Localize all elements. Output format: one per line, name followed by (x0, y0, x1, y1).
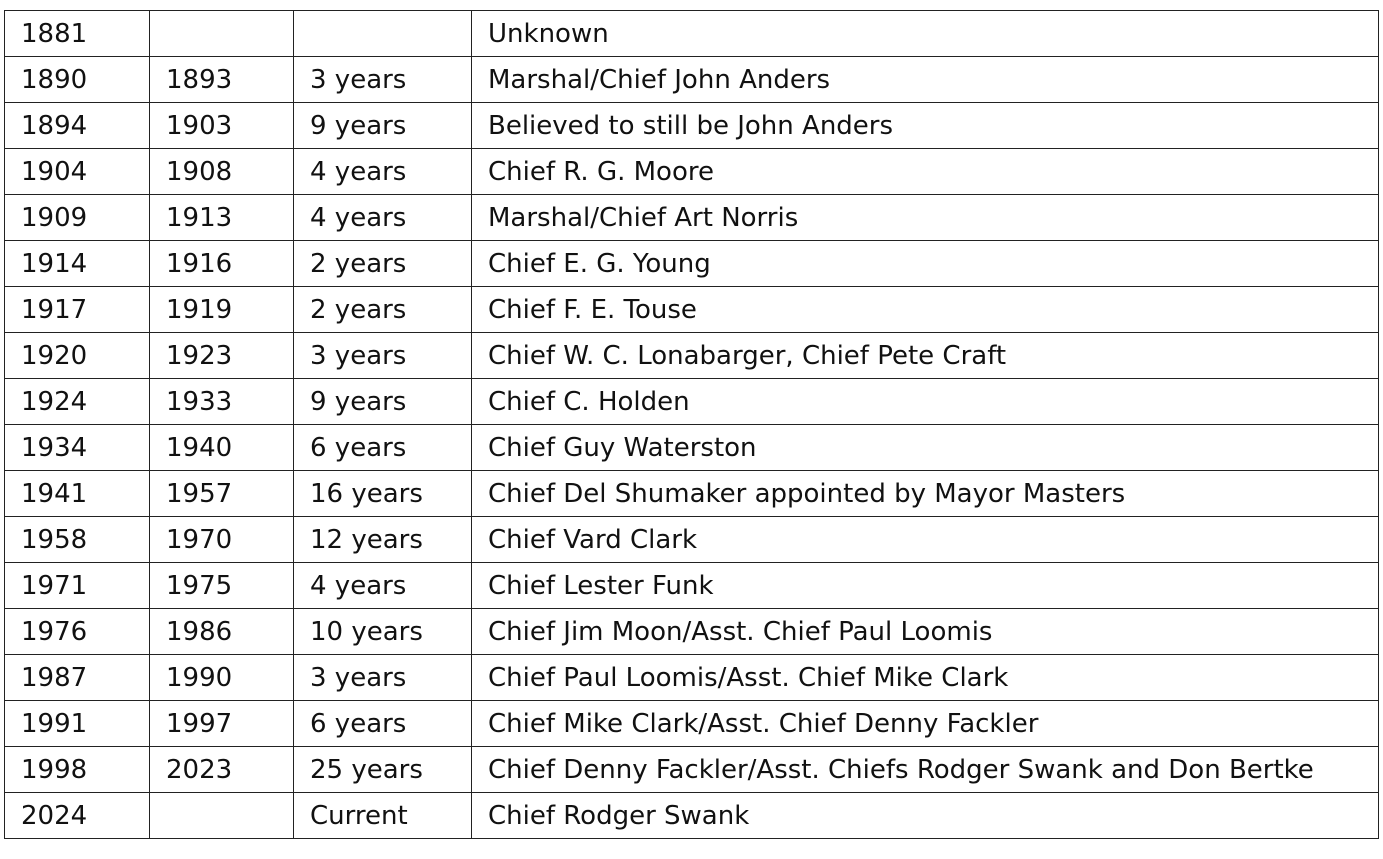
duration-cell: 3 years (294, 57, 472, 103)
table-row (5, 241, 1379, 287)
end-year-cell: 1975 (150, 563, 294, 609)
end-year-cell: 1916 (150, 241, 294, 287)
start-year-cell: 1894 (5, 103, 150, 149)
end-year-cell: 1913 (150, 195, 294, 241)
table-row (5, 379, 1379, 425)
start-year-cell: 1917 (5, 287, 150, 333)
start-year-cell: 1890 (5, 57, 150, 103)
chief-name-cell: Chief C. Holden (472, 379, 1379, 425)
end-year-cell (150, 11, 294, 57)
duration-cell: Current (294, 793, 472, 839)
start-year-cell: 1924 (5, 379, 150, 425)
chief-name-cell: Chief R. G. Moore (472, 149, 1379, 195)
start-year-cell: 1920 (5, 333, 150, 379)
end-year-cell: 2023 (150, 747, 294, 793)
table-row (5, 287, 1379, 333)
chief-name-cell: Unknown (472, 11, 1379, 57)
start-year-cell: 1914 (5, 241, 150, 287)
table-row (5, 149, 1379, 195)
chief-name-cell: Chief Vard Clark (472, 517, 1379, 563)
table-row (5, 471, 1379, 517)
end-year-cell: 1933 (150, 379, 294, 425)
table-row (5, 425, 1379, 471)
table-row (5, 701, 1379, 747)
end-year-cell: 1970 (150, 517, 294, 563)
chief-name-cell: Chief Denny Fackler/Asst. Chiefs Rodger Swank and Don Bertke (472, 747, 1379, 793)
chief-name-cell: Marshal/Chief John Anders (472, 57, 1379, 103)
start-year-cell: 1941 (5, 471, 150, 517)
end-year-cell: 1908 (150, 149, 294, 195)
start-year-cell: 1971 (5, 563, 150, 609)
end-year-cell: 1997 (150, 701, 294, 747)
duration-cell: 3 years (294, 655, 472, 701)
table-row (5, 333, 1379, 379)
duration-cell: 6 years (294, 701, 472, 747)
table-row (5, 57, 1379, 103)
chief-name-cell: Believed to still be John Anders (472, 103, 1379, 149)
table-row (5, 655, 1379, 701)
start-year-cell: 2024 (5, 793, 150, 839)
chief-name-cell: Chief Lester Funk (472, 563, 1379, 609)
duration-cell: 4 years (294, 195, 472, 241)
end-year-cell: 1893 (150, 57, 294, 103)
chief-name-cell: Chief Del Shumaker appointed by Mayor Masters (472, 471, 1379, 517)
chief-name-cell: Marshal/Chief Art Norris (472, 195, 1379, 241)
duration-cell: 6 years (294, 425, 472, 471)
chief-name-cell: Chief Jim Moon/Asst. Chief Paul Loomis (472, 609, 1379, 655)
table-row (5, 103, 1379, 149)
duration-cell: 10 years (294, 609, 472, 655)
table-row (5, 195, 1379, 241)
duration-cell: 25 years (294, 747, 472, 793)
start-year-cell: 1909 (5, 195, 150, 241)
duration-cell: 16 years (294, 471, 472, 517)
chief-name-cell: Chief F. E. Touse (472, 287, 1379, 333)
table-row (5, 563, 1379, 609)
duration-cell: 9 years (294, 379, 472, 425)
chief-name-cell: Chief Mike Clark/Asst. Chief Denny Fackler (472, 701, 1379, 747)
duration-cell: 2 years (294, 241, 472, 287)
table-row (5, 747, 1379, 793)
table-row (5, 517, 1379, 563)
start-year-cell: 1987 (5, 655, 150, 701)
chief-name-cell: Chief Guy Waterston (472, 425, 1379, 471)
end-year-cell: 1919 (150, 287, 294, 333)
fire-chief-history-table (4, 10, 1379, 839)
chief-name-cell: Chief E. G. Young (472, 241, 1379, 287)
end-year-cell: 1940 (150, 425, 294, 471)
duration-cell: 12 years (294, 517, 472, 563)
end-year-cell: 1957 (150, 471, 294, 517)
end-year-cell: 1986 (150, 609, 294, 655)
duration-cell: 3 years (294, 333, 472, 379)
end-year-cell: 1923 (150, 333, 294, 379)
end-year-cell: 1903 (150, 103, 294, 149)
duration-cell (294, 11, 472, 57)
end-year-cell (150, 793, 294, 839)
chief-name-cell: Chief W. C. Lonabarger, Chief Pete Craft (472, 333, 1379, 379)
duration-cell: 9 years (294, 103, 472, 149)
chief-name-cell: Chief Paul Loomis/Asst. Chief Mike Clark (472, 655, 1379, 701)
start-year-cell: 1958 (5, 517, 150, 563)
start-year-cell: 1904 (5, 149, 150, 195)
start-year-cell: 1998 (5, 747, 150, 793)
start-year-cell: 1934 (5, 425, 150, 471)
start-year-cell: 1976 (5, 609, 150, 655)
table-row (5, 11, 1379, 57)
duration-cell: 2 years (294, 287, 472, 333)
start-year-cell: 1881 (5, 11, 150, 57)
duration-cell: 4 years (294, 149, 472, 195)
chief-name-cell: Chief Rodger Swank (472, 793, 1379, 839)
table-row (5, 793, 1379, 839)
table-body (5, 11, 1379, 839)
duration-cell: 4 years (294, 563, 472, 609)
end-year-cell: 1990 (150, 655, 294, 701)
table-row (5, 609, 1379, 655)
start-year-cell: 1991 (5, 701, 150, 747)
